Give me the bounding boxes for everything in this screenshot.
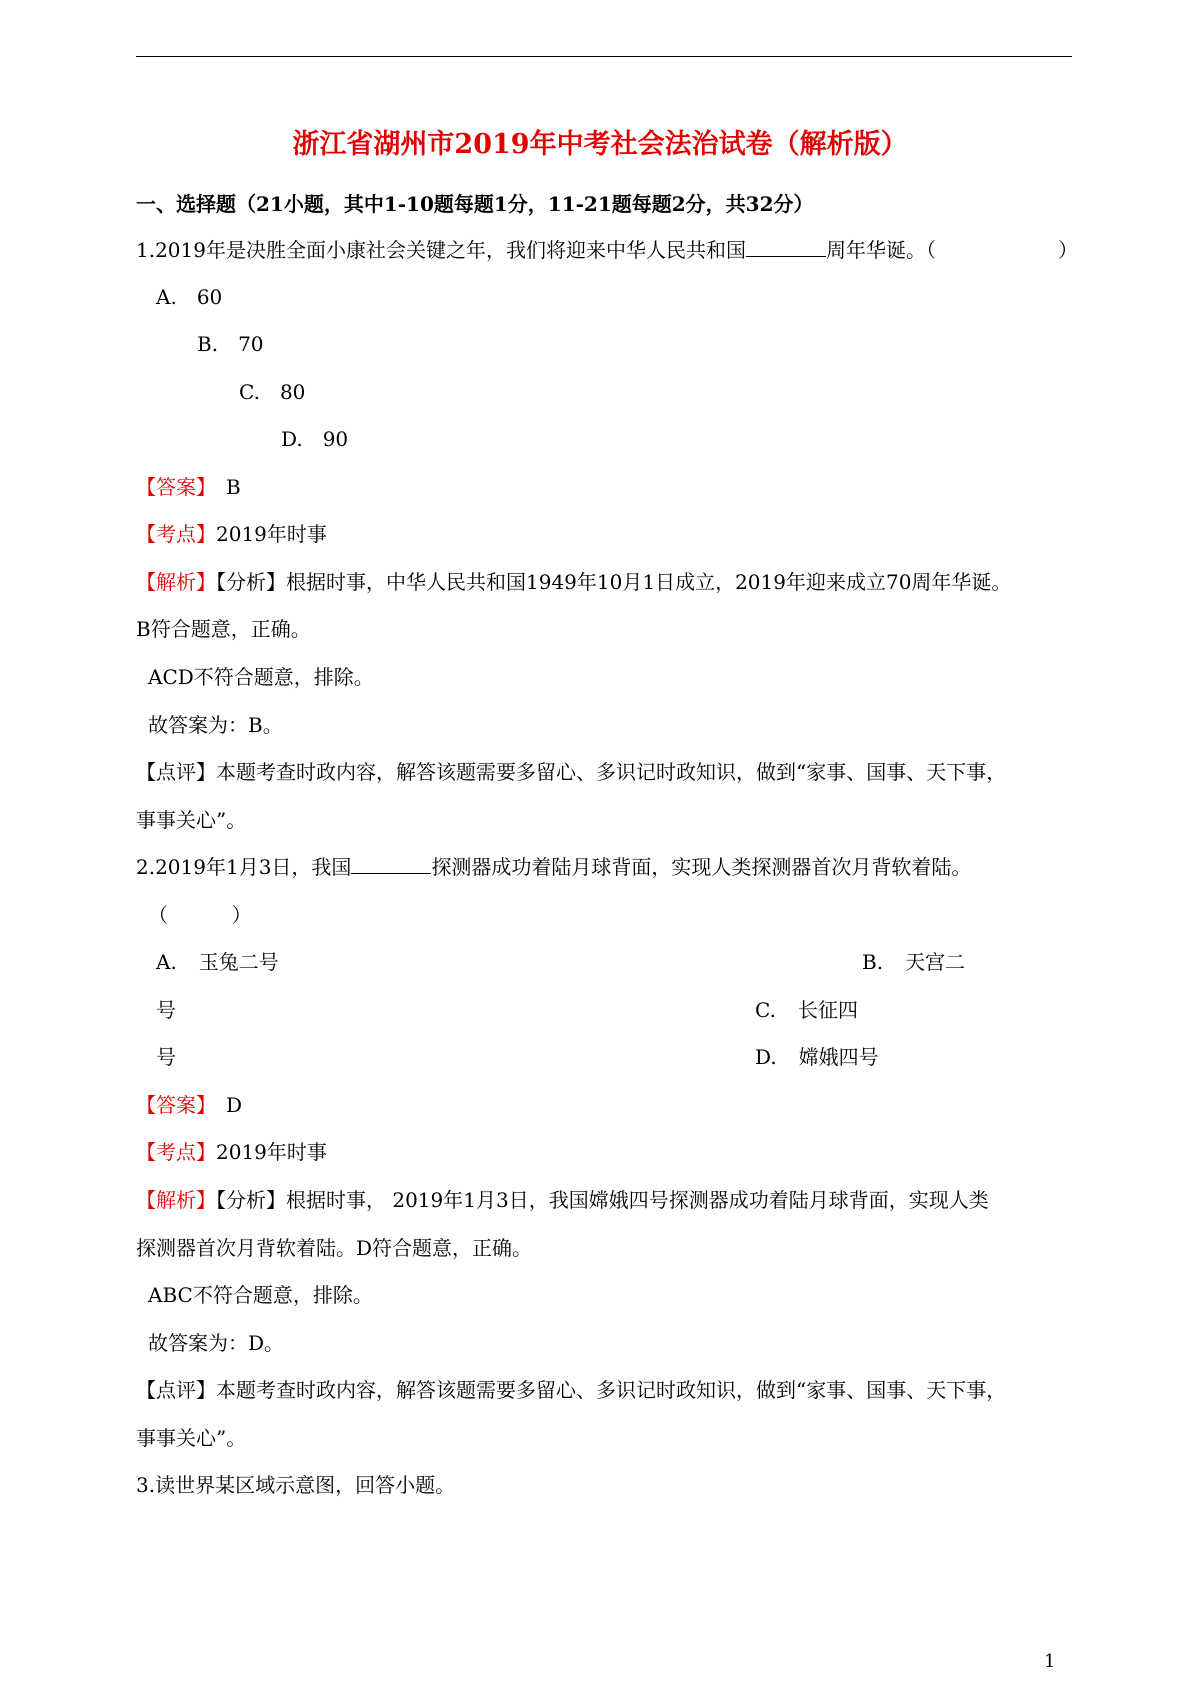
q1-analysis-line-3: ACD不符合题意，排除。 <box>148 665 374 689</box>
option-text: 80 <box>279 380 306 404</box>
q2-option-c <box>755 996 858 1024</box>
fenxi-label: 【分析】 <box>216 1188 286 1212</box>
option-letter: C. <box>755 998 776 1022</box>
option-letter: A. <box>156 950 177 974</box>
q1-stem <box>136 236 1078 264</box>
q2-option-a <box>156 948 279 976</box>
analysis-label: 【解析】 <box>136 1188 216 1212</box>
q1-stem-text-2: 周年华诞。（ <box>825 238 936 262</box>
analysis-label: 【解析】 <box>136 570 216 594</box>
answer-label: 【答案】 <box>136 475 216 499</box>
q1-answer <box>136 473 241 501</box>
q1-analysis-line-2: B符合题意，正确。 <box>136 617 311 641</box>
q1-blank <box>746 238 826 257</box>
option-letter: C. <box>239 380 260 404</box>
analysis-text: 根据时事， 2019年1月3日，我国嫦娥四号探测器成功着陆月球背面，实现人类 <box>286 1188 989 1212</box>
q2-analysis-line-3: ABC不符合题意，排除。 <box>148 1283 373 1307</box>
option-text: 嫦娥四号 <box>798 1045 879 1069</box>
option-text: 长征四 <box>797 998 858 1022</box>
q1-stem-paren-close: ） <box>1058 238 1078 262</box>
q2-wrap-2: 号 <box>156 1045 176 1069</box>
q2-wrap-1: 号 <box>156 998 176 1022</box>
q1-option-a <box>156 283 222 311</box>
q1-option-c <box>239 378 305 406</box>
q1-analysis-line-4: 故答案为：B。 <box>148 713 283 737</box>
q1-option-b <box>197 330 264 358</box>
q1-comment-line-1 <box>136 758 1006 786</box>
q2-paren: （ ） <box>148 903 252 927</box>
option-letter: B. <box>862 950 884 974</box>
q3-stem: 3.读世界某区域示意图，回答小题。 <box>136 1473 456 1497</box>
q2-analysis-line-1 <box>136 1186 989 1214</box>
q1-analysis-line-1 <box>136 568 1011 596</box>
answer-label: 【答案】 <box>136 1093 216 1117</box>
point-label: 【考点】 <box>136 1140 216 1164</box>
q2-blank <box>351 855 431 874</box>
option-letter: B. <box>197 332 219 356</box>
q2-point <box>136 1138 327 1166</box>
option-text: 天宫二 <box>905 950 966 974</box>
q1-option-d <box>281 425 348 453</box>
option-text: 90 <box>322 427 349 451</box>
point-label: 【考点】 <box>136 522 216 546</box>
q2-analysis-line-4: 故答案为：D。 <box>148 1331 285 1355</box>
fenxi-label: 【分析】 <box>216 570 286 594</box>
point-value: 2019年时事 <box>216 522 327 546</box>
comment-label: 【点评】 <box>136 760 216 784</box>
q2-comment-line-1 <box>136 1376 1006 1404</box>
q2-option-b <box>862 948 965 976</box>
option-letter: D. <box>755 1045 777 1069</box>
q2-stem-text: 2.2019年1月3日，我国 <box>136 855 352 879</box>
q2-analysis-line-2: 探测器首次月背软着陆。D符合题意，正确。 <box>136 1236 533 1260</box>
option-text: 玉兔二号 <box>198 950 279 974</box>
analysis-text: 根据时事，中华人民共和国1949年10月1日成立，2019年迎来成立70周年华诞。 <box>286 570 1012 594</box>
section-heading: 一、选择题（21小题，其中1-10题每题1分，11-21题每题2分，共32分） <box>136 192 814 216</box>
q1-point <box>136 520 327 548</box>
q2-stem-text-2: 探测器成功着陆月球背面，实现人类探测器首次月背软着陆。 <box>431 855 972 879</box>
q2-answer <box>136 1091 242 1119</box>
option-letter: D. <box>281 427 303 451</box>
comment-text: 本题考查时政内容，解答该题需要多留心、多识记时政知识，做到“家事、国事、天下事， <box>216 1378 1007 1402</box>
page-number: 1 <box>1044 1651 1056 1672</box>
q2-option-d <box>755 1043 879 1071</box>
option-letter: A. <box>156 285 177 309</box>
q1-comment-line-2: 事事关心”。 <box>136 808 247 832</box>
comment-label: 【点评】 <box>136 1378 216 1402</box>
q2-comment-line-2: 事事关心”。 <box>136 1426 247 1450</box>
comment-text: 本题考查时政内容，解答该题需要多留心、多识记时政知识，做到“家事、国事、天下事， <box>216 760 1007 784</box>
header-rule <box>136 56 1072 57</box>
document-title: 浙江省湖州市2019年中考社会法治试卷（解析版） <box>292 129 908 160</box>
option-text: 60 <box>196 285 223 309</box>
answer-value: D <box>226 1093 243 1117</box>
point-value: 2019年时事 <box>216 1140 327 1164</box>
q1-stem-text: 1.2019年是决胜全面小康社会关键之年，我们将迎来中华人民共和国 <box>136 238 746 262</box>
q2-stem <box>136 853 971 881</box>
answer-value: B <box>226 475 241 499</box>
option-text: 70 <box>238 332 264 356</box>
